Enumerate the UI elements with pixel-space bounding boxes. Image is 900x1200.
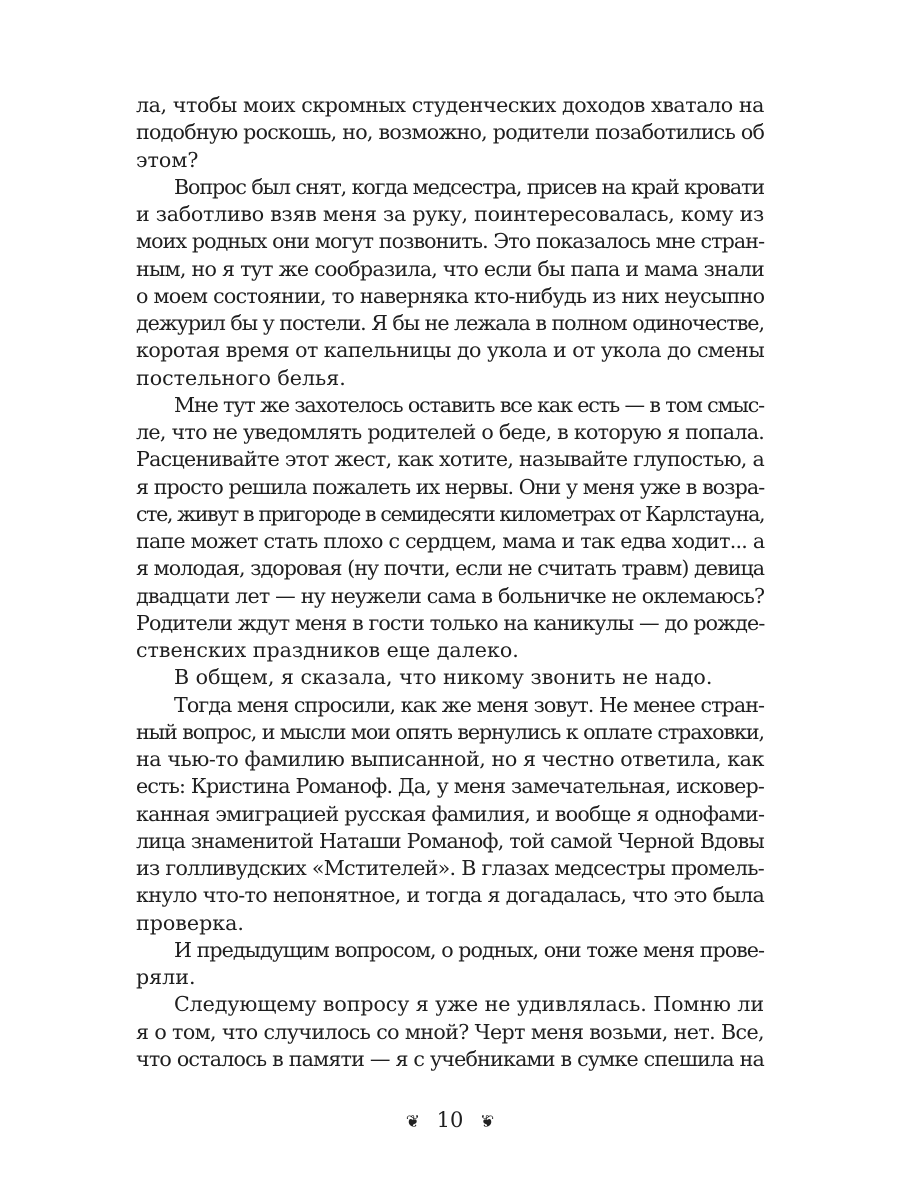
text-line: Вопрос был снят, когда медсестра, присев на край кровати	[174, 174, 764, 199]
text-line: подобную роскошь, но, возможно, родители позаботились об	[136, 120, 765, 145]
text-line: канная эмиграцией русская фамилия, и вообще я однофами-	[136, 801, 765, 826]
text-line: ным, но я тут же сообразила, что если бы папа и мама знали	[136, 256, 764, 281]
text-line: из голливудских «Мстителей». В глазах медсестры промель-	[136, 856, 764, 880]
text-line: Тогда меня спросили, как же меня зовут. Не менее стран-	[174, 692, 765, 717]
text-line: ственских праздников еще далеко.	[136, 638, 519, 662]
fleuron-left-icon: ❦	[405, 1112, 420, 1132]
text-line: есть: Кристина Романоф. Да, у меня замечательная, исковер-	[136, 774, 765, 799]
text-line: на чью-то фамилию выписанной, но я честно ответила, как	[136, 747, 764, 771]
text-line: двадцати лет — ну неужели сама в больничке не оклемаюсь?	[136, 583, 765, 608]
text-line: кнуло что-то непонятное, и тогда я догадалась, что это была	[136, 883, 765, 908]
text-line: ный вопрос, и мысли мои опять вернулись к оплате страховки,	[136, 719, 764, 744]
text-line: Следующему вопросу я уже не удивлялась. Помню ли	[174, 992, 764, 1017]
text-line: я молодая, здоровая (ну почти, если не считать травм) девица	[136, 556, 765, 581]
body-text	[136, 92, 764, 1073]
text-line: Мне тут же захотелось оставить все как есть — в том смыс-	[174, 392, 764, 417]
text-line: что осталось в памяти — я с учебниками в сумке спешила на	[136, 1046, 764, 1071]
text-line: коротая время от капельницы до укола и от укола до смены	[136, 338, 765, 363]
text-line: сте, живут в пригороде в семидесяти километрах от Карлстауна,	[136, 501, 765, 526]
text-line: этом?	[136, 147, 199, 172]
text-line: Родители ждут меня в гости только на каникулы — до рожде-	[136, 610, 765, 635]
text-line: В общем, я сказала, что никому звонить не надо.	[174, 665, 713, 690]
text-line: постельного белья.	[136, 365, 346, 390]
text-line: Расценивайте этот жест, как хотите, называйте глупостью, а	[136, 447, 764, 472]
text-line: я просто решила пожалеть их нервы. Они у меня уже в возра-	[136, 474, 765, 499]
text-line: дежурил бы у постели. Я бы не лежала в полном одиночестве,	[136, 311, 764, 335]
text-line: ла, чтобы моих скромных студенческих доходов хватало на	[136, 93, 765, 117]
text-line: проверка.	[136, 910, 244, 935]
text-line: о моем состоянии, то наверняка кто-нибудь из них неусыпно	[136, 283, 765, 308]
page-footer	[0, 1108, 900, 1132]
text-line: папе может стать плохо с сердцем, мама и так едва ходит... а	[136, 529, 765, 553]
fleuron-right-icon: ❦	[480, 1112, 495, 1132]
text-line: лица знаменитой Наташи Романоф, той самой Черной Вдовы	[136, 828, 764, 853]
text-line: моих родных они могут позвонить. Это показалось мне стран-	[136, 229, 765, 254]
text-line: И предыдущим вопросом, о родных, они тоже меня прове-	[174, 937, 764, 962]
text-line: и заботливо взяв меня за руку, поинтересовалась, кому из	[136, 202, 764, 226]
text-line: я о том, что случилось со мной? Черт меня возьми, нет. Все,	[136, 1019, 764, 1044]
page-number: 10	[436, 1108, 464, 1132]
text-line: ряли.	[136, 965, 196, 989]
text-line: ле, что не уведомлять родителей о беде, в которую я попала.	[136, 420, 765, 444]
